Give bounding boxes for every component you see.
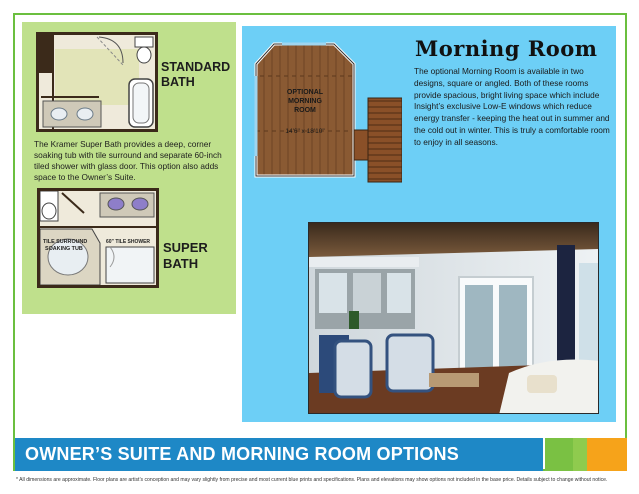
super-bath-title-line2: BATH	[163, 256, 199, 271]
morning-room-heading: Morning Room	[415, 36, 598, 61]
morning-room-plan-label-line2: MORNING	[288, 98, 322, 105]
accent-chip-green	[545, 438, 573, 471]
super-bath-description: The Kramer Super Bath provides a deep, corner soaking tub with tile surround and separate 60-inch tiled shower with glass door. This option also adds space to the Owner’s Suite.	[34, 139, 222, 182]
standard-bath-floor-plan	[36, 32, 158, 132]
disclaimer-text: * All dimensions are approximate. Floor plans are artist’s conception and may vary slightly from precise and most current blue prints and specifications. Plans and elevations may show options not included in the base price. Details subject to change without notice.	[16, 477, 608, 483]
morning-room-photo	[308, 222, 599, 414]
accent-chip-orange	[587, 438, 627, 471]
page-title: OWNER’S SUITE AND MORNING ROOM OPTIONS	[25, 444, 459, 464]
super-bath-title	[163, 240, 223, 272]
super-bath-title-line1: SUPER	[163, 240, 208, 255]
shower-label: 60" TILE SHOWER	[106, 239, 151, 245]
morning-room-plan-label-line1: OPTIONAL	[286, 89, 324, 96]
title-banner	[15, 438, 543, 471]
morning-room-plan-dimensions: 14'6" x 18'10"	[285, 128, 325, 135]
page-title-bar	[15, 438, 629, 471]
standard-bath-title-line1: STANDARD	[161, 60, 231, 74]
morning-room-description: The optional Morning Room is available in two designs, square or angled. Both of these rooms provide spacious, bright living space which include Insight’s exclusive Low-E windows which reduce energy transfer - keeping the heat out in summer and the cold out in winter. This is truly a comfortable room to enjoy in all seasons.	[414, 66, 610, 147]
standard-bath-title	[161, 60, 231, 90]
tub-label-line1: TILE SURROUND	[43, 239, 88, 245]
tub-label-line2: SOAKING TUB	[45, 246, 83, 252]
accent-chip-light-green	[573, 438, 587, 471]
morning-room-floor-plan	[252, 36, 402, 186]
morning-room-plan-label-line3: ROOM	[294, 107, 316, 114]
super-bath-floor-plan	[37, 188, 159, 288]
standard-bath-title-line2: BATH	[161, 75, 195, 89]
